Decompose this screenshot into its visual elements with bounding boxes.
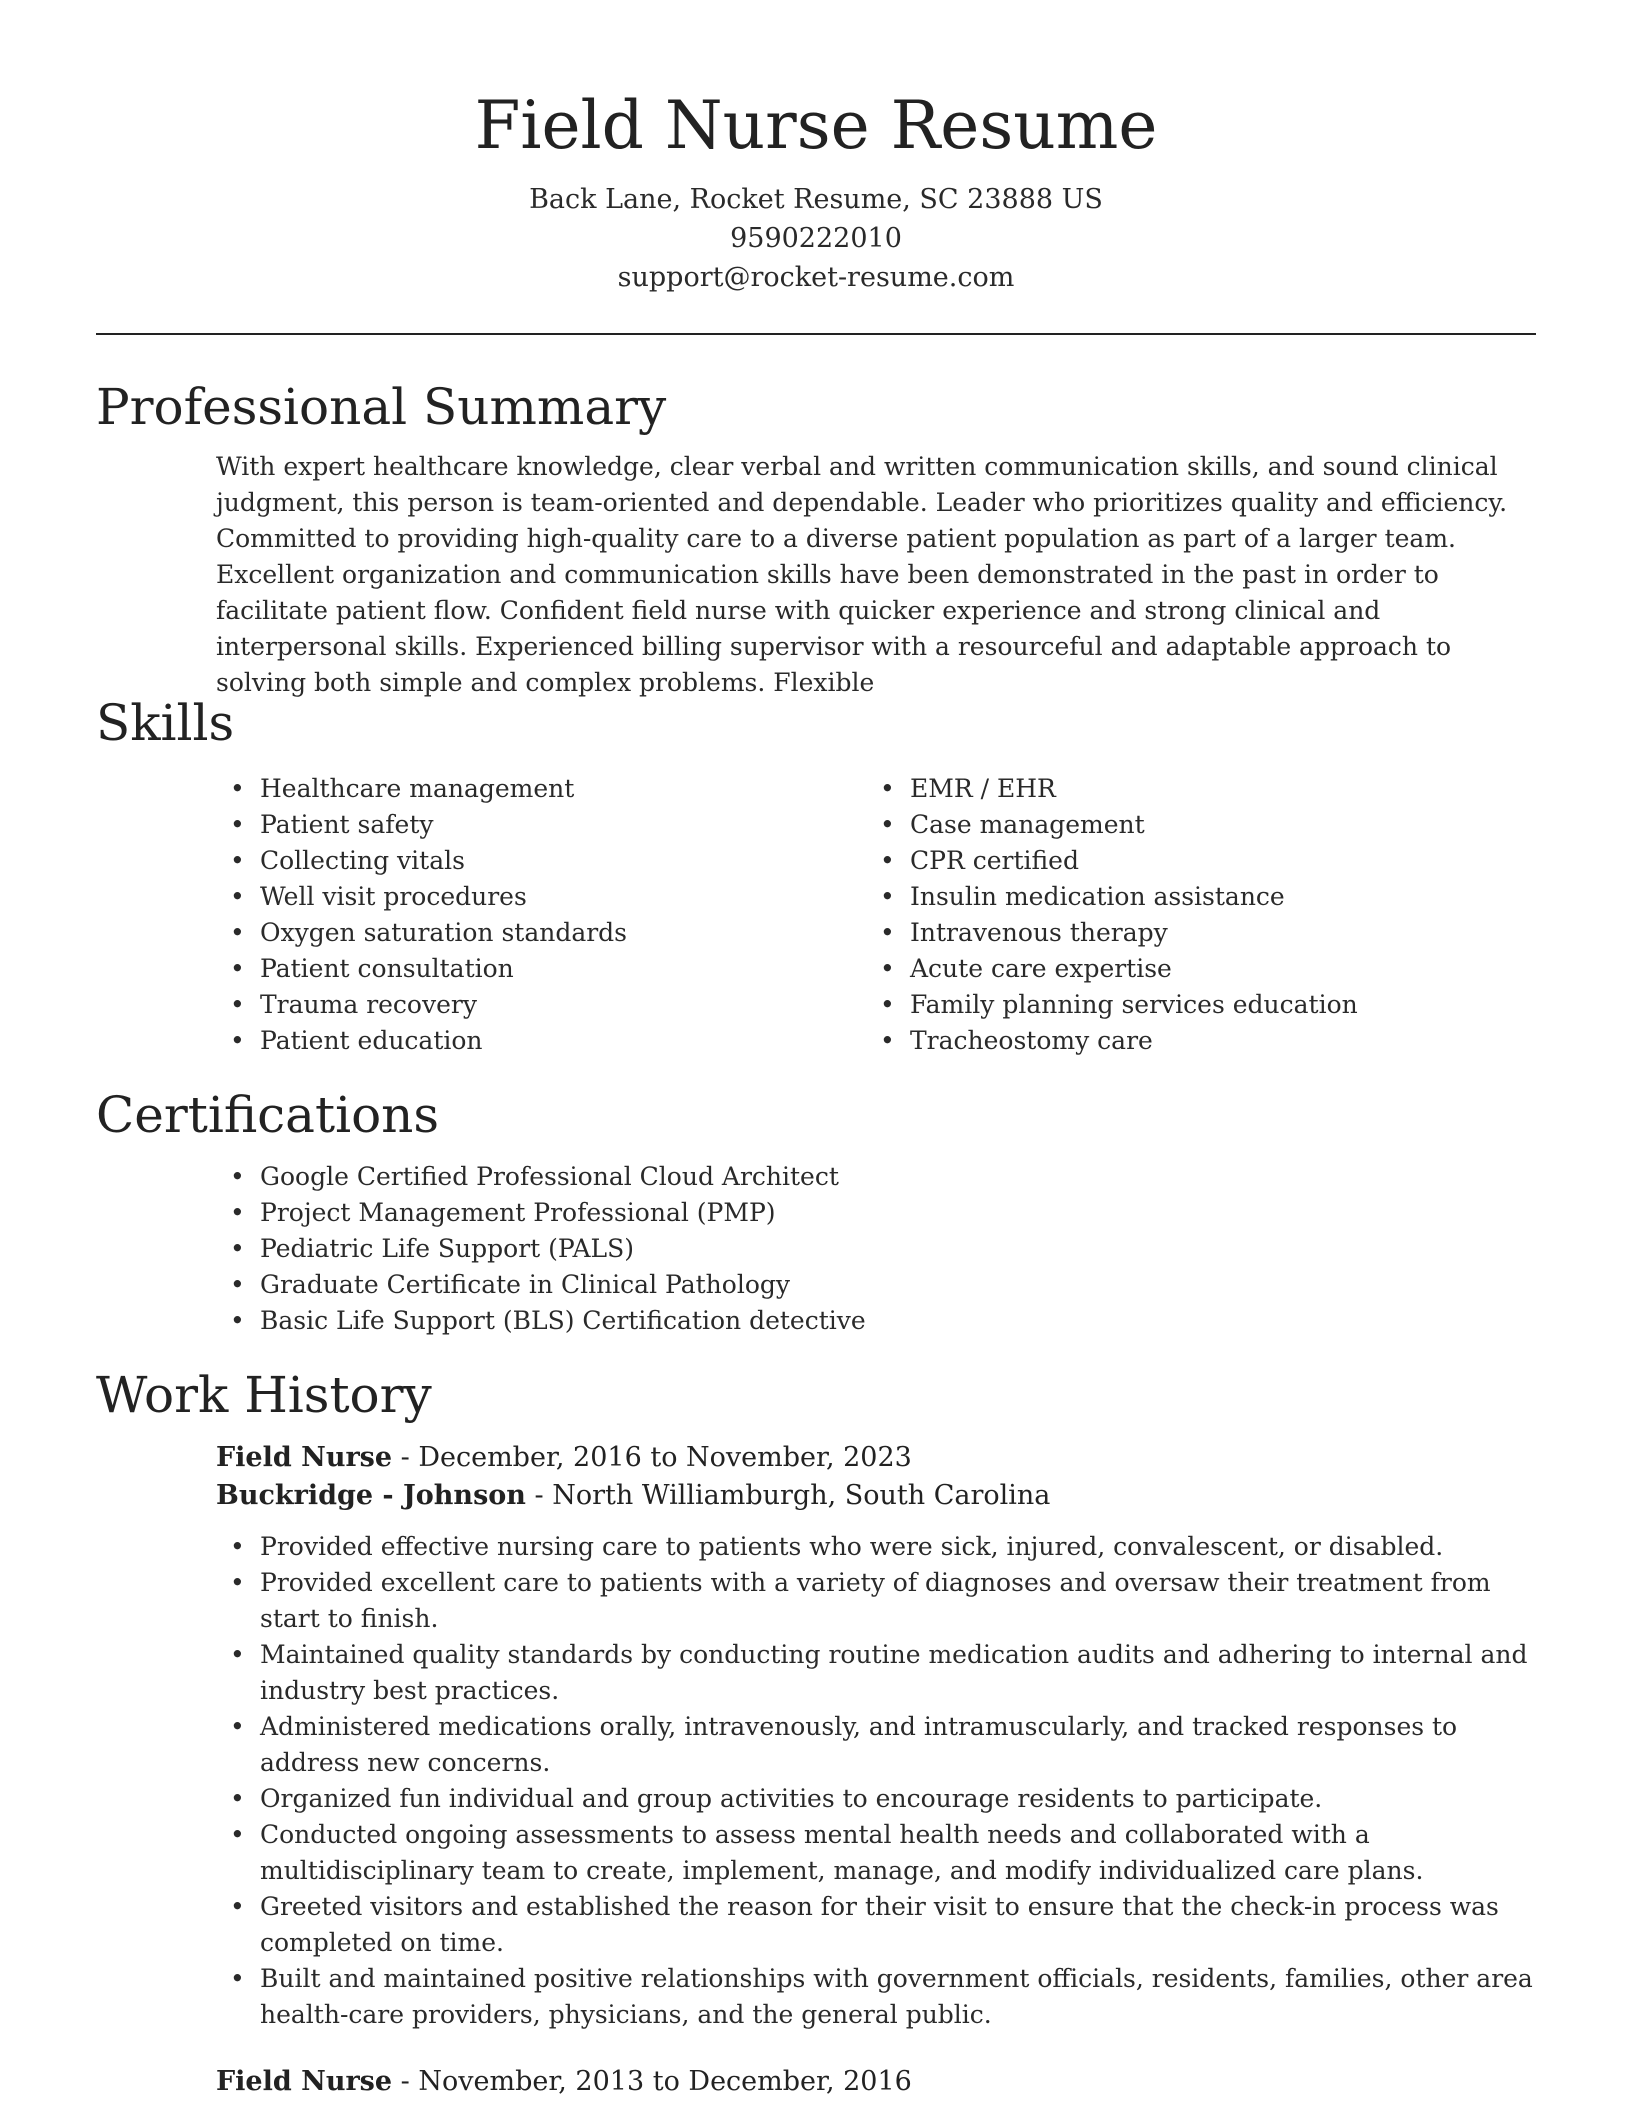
skill-item: • Insulin medication assistance [866, 879, 1516, 915]
resume-header [96, 0, 1536, 297]
job-title-line [216, 1439, 1536, 1477]
skills-section [96, 691, 1536, 1059]
certification-item: • Project Management Professional (PMP) [216, 1195, 1536, 1231]
certifications-heading: Certifications [96, 1086, 440, 1144]
contact-block [96, 180, 1536, 297]
skills-list-right [866, 771, 1516, 1059]
duty-item: • Built and maintained positive relationships with government officials, residents, families, other area health-care providers, physicians, and the general public. [216, 1961, 1536, 2033]
contact-email: support@rocket-resume.com [617, 262, 1015, 293]
skill-item: • Trauma recovery [216, 987, 866, 1023]
summary-heading: Professional Summary [96, 378, 667, 436]
resume-title: Field Nurse Resume [474, 87, 1158, 164]
header-divider [96, 333, 1536, 335]
certifications-list [96, 1159, 1536, 1339]
skill-item: • Healthcare management [216, 771, 866, 807]
duty-item: • Administered medications orally, intravenously, and intramuscularly, and tracked responses to address new concerns. [216, 1709, 1536, 1781]
job-header-2 [96, 2063, 1536, 2101]
job-duties-list [96, 1529, 1536, 2033]
skill-item: • Patient consultation [216, 951, 866, 987]
job-company: Buckridge - Johnson [216, 1480, 526, 1511]
certification-item: • Pediatric Life Support (PALS) [216, 1231, 1536, 1267]
skill-item: • Oxygen saturation standards [216, 915, 866, 951]
contact-phone: 9590222010 [730, 223, 902, 254]
contact-address: Back Lane, Rocket Resume, SC 23888 US [529, 184, 1103, 215]
skill-item: • Family planning services education [866, 987, 1516, 1023]
summary-section [96, 375, 1536, 697]
skill-item: • Tracheostomy care [866, 1023, 1516, 1059]
job-company-line [216, 1477, 1536, 1515]
skill-item: • Patient safety [216, 807, 866, 843]
skill-item: • Well visit procedures [216, 879, 866, 915]
skill-item: • Collecting vitals [216, 843, 866, 879]
job-dates: - November, 2013 to December, 2016 [392, 2066, 912, 2097]
job-role: Field Nurse [216, 2066, 393, 2097]
skill-item: • CPR certified [866, 843, 1516, 879]
certification-item: • Google Certified Professional Cloud Architect [216, 1159, 1536, 1195]
job-dates: - December, 2016 to November, 2023 [392, 1442, 912, 1473]
certification-item: • Basic Life Support (BLS) Certification detective [216, 1303, 1536, 1339]
certifications-section [96, 1083, 1536, 1339]
summary-text: With expert healthcare knowledge, clear verbal and written communication skills, and sound clinical judgment, this person is team-oriented and dependable. Leader who prioritizes quality and efficiency. Committed to providing high-quality care to a diverse patient population as part of a larger team. Excellent organization and communication skills have been demonstrated in the past in order to facilitate patient flow. Confident field nurse with quicker experience and strong clinical and interpersonal skills. Experienced billing supervisor with a resourceful and adaptable approach to solving both simple and complex problems. Flexible [216, 452, 1508, 697]
skills-heading: Skills [96, 694, 235, 752]
duty-item: • Provided excellent care to patients with a variety of diagnoses and oversaw their treatment from start to finish. [216, 1565, 1536, 1637]
job-header [96, 1439, 1536, 1515]
certification-item: • Graduate Certificate in Clinical Pathology [216, 1267, 1536, 1303]
job-location: - North Williamburgh, South Carolina [525, 1480, 1051, 1511]
work-history-heading: Work History [96, 1366, 432, 1424]
job-role: Field Nurse [216, 1442, 393, 1473]
skills-list-left [216, 771, 866, 1059]
skills-columns [96, 771, 1536, 1059]
skill-item: • Acute care expertise [866, 951, 1516, 987]
work-history-section [96, 1363, 1536, 2101]
skill-item: • EMR / EHR [866, 771, 1516, 807]
skill-item: • Patient education [216, 1023, 866, 1059]
duty-item: • Organized fun individual and group activities to encourage residents to participate. [216, 1781, 1536, 1817]
duty-item: • Provided effective nursing care to patients who were sick, injured, convalescent, or disabled. [216, 1529, 1536, 1565]
skill-item: • Intravenous therapy [866, 915, 1516, 951]
duty-item: • Maintained quality standards by conducting routine medication audits and adhering to internal and industry best practices. [216, 1637, 1536, 1709]
duty-item: • Conducted ongoing assessments to assess mental health needs and collaborated with a multidisciplinary team to create, implement, manage, and modify individualized care plans. [216, 1817, 1536, 1889]
skill-item: • Case management [866, 807, 1516, 843]
duty-item: • Greeted visitors and established the reason for their visit to ensure that the check-in process was completed on time. [216, 1889, 1536, 1961]
